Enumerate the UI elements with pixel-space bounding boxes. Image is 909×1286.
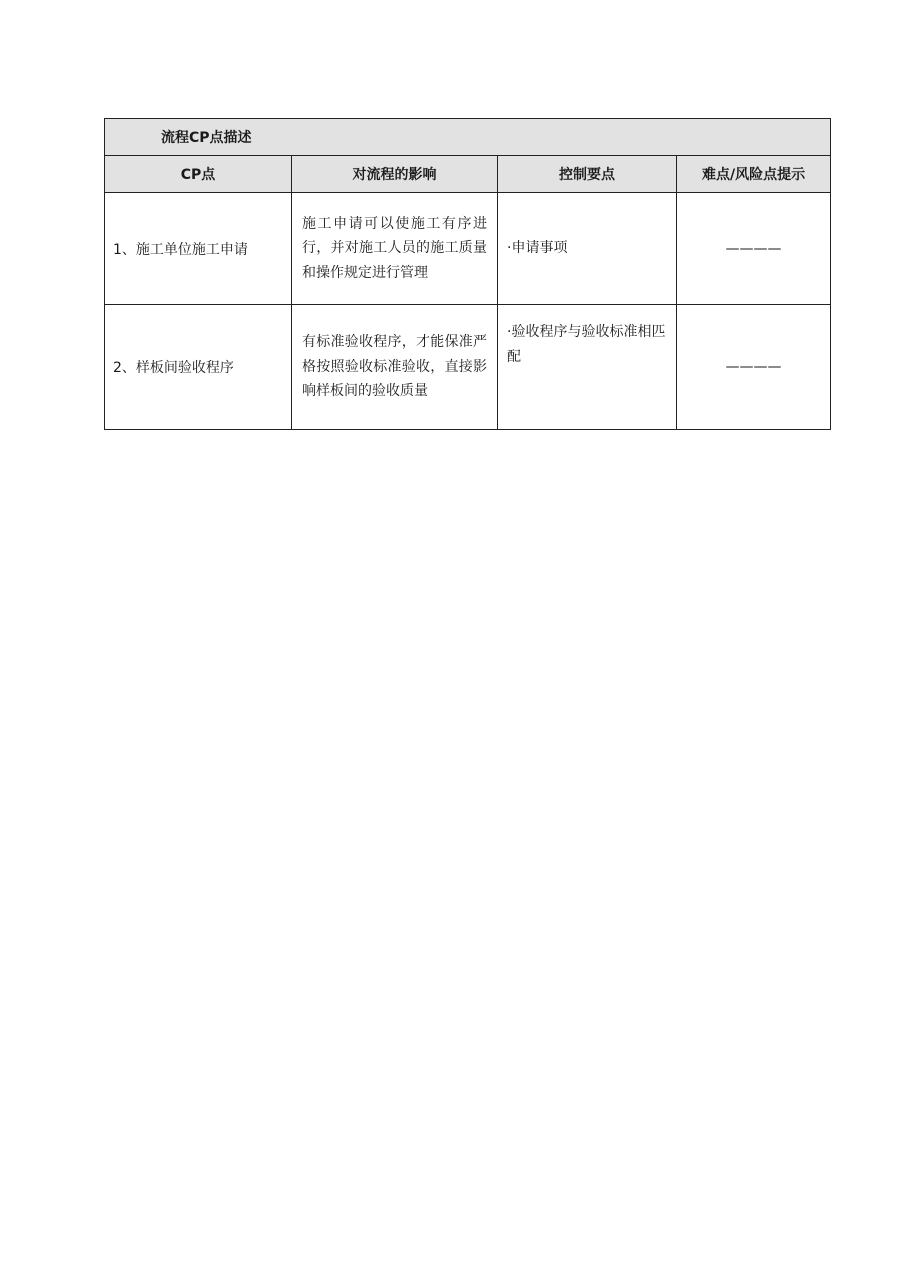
header-control-points: 控制要点 xyxy=(498,156,677,193)
table-row xyxy=(105,193,831,305)
table-header-row xyxy=(105,156,831,193)
cp-point-cell: 1、施工单位施工申请 xyxy=(105,193,292,305)
impact-cell: 施工申请可以使施工有序进行，并对施工人员的施工质量和操作规定进行管理 xyxy=(292,193,498,305)
control-cell: ·申请事项 xyxy=(498,193,677,305)
header-impact: 对流程的影响 xyxy=(292,156,498,193)
risk-cell: ———— xyxy=(677,193,831,305)
cp-point-table xyxy=(104,118,831,430)
header-risk-hints: 难点/风险点提示 xyxy=(677,156,831,193)
header-cp-point: CP点 xyxy=(105,156,292,193)
table-title-row xyxy=(105,119,831,156)
table-row xyxy=(105,305,831,430)
risk-cell: ———— xyxy=(677,305,831,430)
impact-cell: 有标准验收程序，才能保准严格按照验收标准验收，直接影响样板间的验收质量 xyxy=(292,305,498,430)
table-title: 流程CP点描述 xyxy=(105,119,831,156)
cp-point-cell: 2、样板间验收程序 xyxy=(105,305,292,430)
control-cell: ·验收程序与验收标准相匹配 xyxy=(498,305,677,430)
